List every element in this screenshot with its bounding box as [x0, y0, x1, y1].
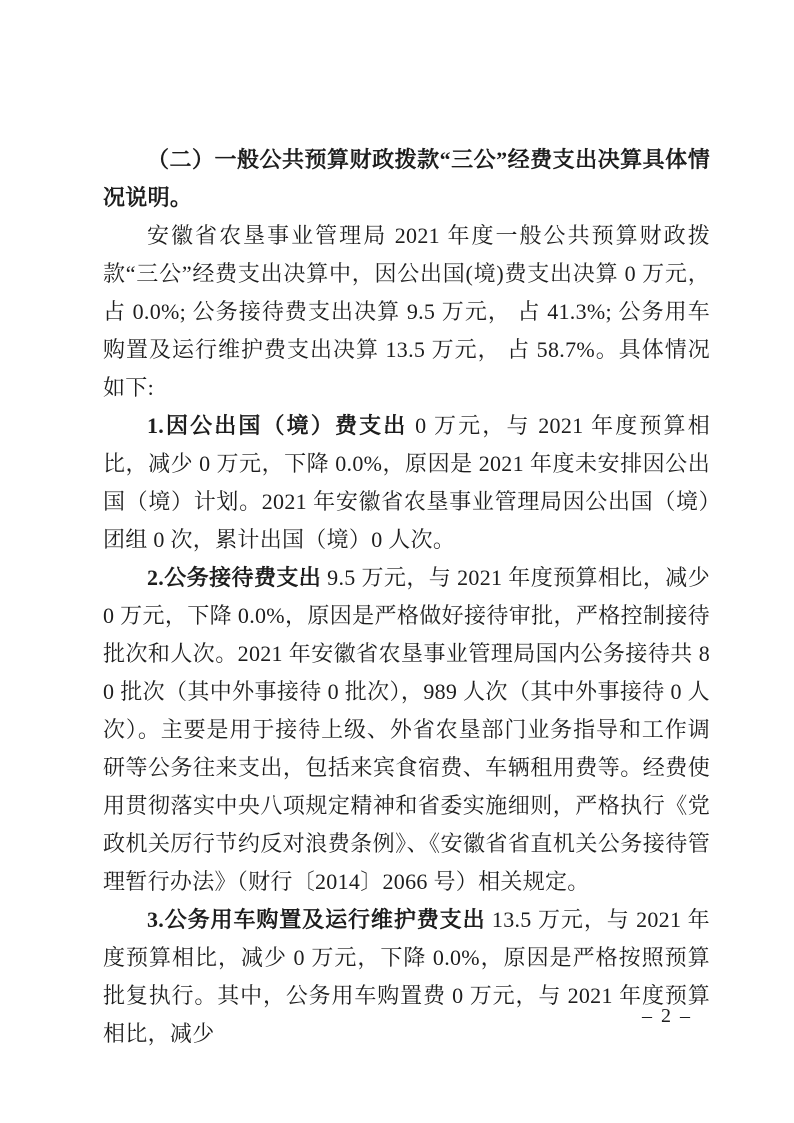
paragraph-overview-text: 安徽省农垦事业管理局 2021 年度一般公共预算财政拨款“三公”经费支出决算中，因公出国(境)费支出决算 0 万元，占 0.0%; 公务接待费支出决算 9.5 万元， 占 41.3%; 公务用车购置及运行维护费支出决算 13.5 万元， 占 58.7%。具体情况如下:: [103, 223, 710, 400]
paragraph-abroad-expense: [103, 407, 710, 559]
document-body: [103, 141, 710, 1053]
paragraph-reception-expense-text: 9.5 万元，与 2021 年度预算相比，减少 0 万元，下降 0.0%，原因是严格做好接待审批，严格控制接待批次和人次。2021 年安徽省农垦事业管理局国内公务接待共 80 批次（其中外事接待 0 批次），989 人次（其中外事接待 0 人次）。主要是用于接待上级、外省农垦部门业务指导和工作调研等公务往来支出，包括来宾食宿费、车辆租用费等。经费使用贯彻落实中央八项规定精神和省委实施细则，严格执行《党政机关厉行节约反对浪费条例》、《安徽省省直机关公务接待管理暂行办法》（财行〔2014〕2066 号）相关规定。: [103, 565, 710, 894]
paragraph-abroad-expense-text: 0 万元，与 2021 年度预算相比，减少 0 万元，下降 0.0%，原因是 2021 年度未安排因公出国（境）计划。2021 年安徽省农垦事业管理局因公出国（境）团组 0 次，累计出国（境）0 人次。: [103, 413, 710, 552]
paragraph-reception-expense: [103, 559, 710, 901]
paragraph-abroad-expense-lead: 1.因公出国（境）费支出: [147, 413, 408, 438]
paragraph-overview: [103, 217, 710, 407]
paragraph-vehicle-expense-lead: 3.公务用车购置及运行维护费支出: [147, 907, 486, 932]
paragraph-vehicle-expense-text: 13.5 万元，与 2021 年度预算相比，减少 0 万元，下降 0.0%，原因是严格按照预算批复执行。其中，公务用车购置费 0 万元，与 2021 年度预算相比，减少: [103, 907, 710, 1046]
paragraph-vehicle-expense: [103, 901, 710, 1053]
page-number: – 2 –: [642, 1005, 692, 1027]
section-heading: （二）一般公共预算财政拨款“三公”经费支出决算具体情况说明。: [103, 147, 710, 210]
paragraph-reception-expense-lead: 2.公务接待费支出: [147, 565, 322, 590]
